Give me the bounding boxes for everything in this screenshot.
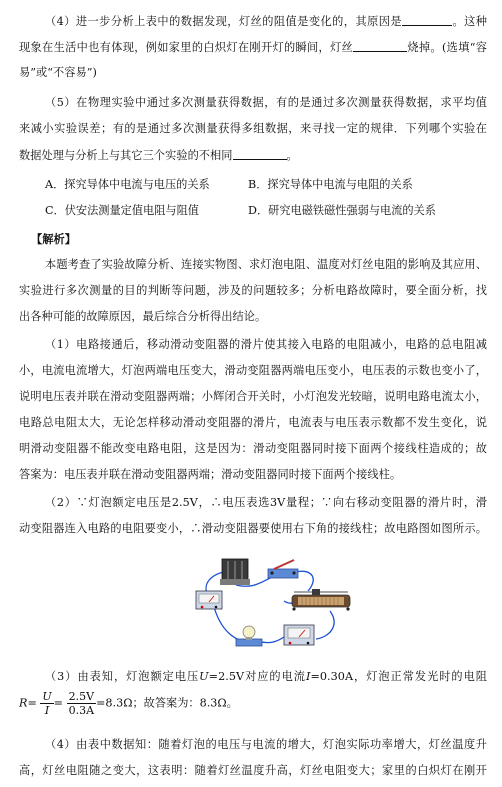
q5-line-1: （5）在物理实验中通过多次测量获得数据，有的是通过多次测量获得数据，求平均值 <box>45 96 487 109</box>
q4-text: 烧掉。(选填“容 <box>407 41 488 54</box>
q5-line-2: 来减小实验误差；有的是通过多次测量获得多组数据，来寻找一定的规律．下列哪个实验在 <box>19 122 487 135</box>
q4-text: 。这种 <box>452 15 487 28</box>
option-c[interactable]: C．伏安法测量定值电阻与阻值 <box>45 204 199 217</box>
circuit-diagram <box>180 555 362 655</box>
fraction-denominator: 0.3A <box>68 704 95 717</box>
answer-blank[interactable] <box>233 148 287 160</box>
analysis-p2-line: （1）电路接通后，移动滑动变阻器的滑片使其接入电路的电阻减小，电路的总电阻减 <box>45 338 487 351</box>
analysis-p2-line: 小，电流电流增大，灯泡两端电压变大，滑动变阻器两端电压变小，电压表的示数也变小了， <box>19 364 487 377</box>
ammeter-icon <box>284 625 314 645</box>
analysis-p5-line: （4）由表中数据知：随着灯泡的电压与电流的增大，灯泡实际功率增大，灯丝温度升 <box>45 738 487 751</box>
q4-line-2 <box>19 40 487 55</box>
analysis-p3-line: 动变阻器连入电路的电阻要变小，∴滑动变阻器要使用右下角的接线柱；故电路图如图所示。 <box>19 522 487 535</box>
analysis-p2-line: 电路总电阻太大，无论怎样移动滑动变阻器的滑片，电流表与电压表示数都不发生变化，说 <box>19 416 487 429</box>
var-u: U <box>199 670 209 683</box>
equals-sign: = <box>53 696 64 710</box>
analysis-p2-line: 说明电压表并联在滑动变阻器两端；小辉闭合开关时，小灯泡发光较暗，说明电路电流太小， <box>19 390 487 403</box>
fraction-numerator: 2.5V <box>68 690 95 703</box>
p4-text: =0.30A，灯泡正常发光时的电阻 <box>310 670 487 683</box>
q4-line-3: 易”或“不容易”) <box>19 66 97 79</box>
option-a[interactable]: A．探究导体中电流与电压的关系 <box>45 178 210 191</box>
q4-line-1 <box>45 14 487 29</box>
q5-text: 数据处理与分析上与其它三个实验的不相同 <box>19 149 233 162</box>
analysis-p5-line: 高，灯丝电阻随之变大，这表明：随着灯丝温度升高，灯丝电阻变大；家里的白炽灯在刚开 <box>19 764 487 777</box>
fraction-u-over-i <box>40 690 53 717</box>
answer-blank[interactable] <box>353 40 407 52</box>
analysis-p1-line: 出各种可能的故障原因，最后综合分析得出结论。 <box>19 310 267 323</box>
option-d[interactable]: D．研究电磁铁磁性强弱与电流的关系 <box>248 204 436 217</box>
q4-text: 现象在生活中也有体现，例如家里的白炽灯在刚开灯的瞬间，灯丝 <box>19 41 354 54</box>
var-r: R <box>19 696 28 710</box>
analysis-p2-line: 明滑动变阻器不能改变电路电阻，这是因为：滑动变阻器同时接下面两个接线柱造成的；故 <box>19 442 487 455</box>
var-i: I <box>305 670 311 683</box>
formula-result: =8.3Ω；故答案为：8.3Ω。 <box>96 696 238 710</box>
equals-sign: = <box>27 696 37 710</box>
voltmeter-icon <box>196 591 222 609</box>
q4-text: （4）进一步分析上表中的数据发现，灯丝的阻值是变化的，其原因是 <box>45 15 403 28</box>
analysis-p2-line: 答案为：电压表并联在滑动变阻器两端；滑动变阻器同时接下面两个接线柱。 <box>19 468 402 481</box>
rheostat-icon <box>292 589 350 611</box>
fraction-numerator: U <box>42 690 52 703</box>
option-b[interactable]: B．探究导体中电流与电阻的关系 <box>248 178 413 191</box>
analysis-p1-line: 本题考查了实验故障分析、连接实物图、求灯泡电阻、温度对灯丝电阻的影响及其应用、 <box>45 258 487 271</box>
fraction-values <box>67 690 96 717</box>
q5-text: 。 <box>286 149 298 162</box>
battery-icon <box>220 559 250 585</box>
answer-blank[interactable] <box>402 14 452 26</box>
p4-text: =2.5V对应的电流 <box>208 670 306 683</box>
fraction-denominator: I <box>44 704 50 717</box>
q5-line-3 <box>19 148 487 163</box>
analysis-p3-line: （2）∵灯泡额定电压是2.5V，∴电压表选3V量程；∵向右移动变阻器的滑片时，滑 <box>45 496 487 509</box>
resistance-formula <box>19 690 487 730</box>
analysis-heading: 【解析】 <box>31 232 76 246</box>
p4-text: （3）由表知，灯泡额定电压 <box>45 670 200 683</box>
analysis-p1-line: 实验进行多次测量的目的判断等问题，涉及的问题较多；分析电路故障时，要全面分析，找 <box>19 284 487 297</box>
analysis-p4-line <box>45 670 487 684</box>
